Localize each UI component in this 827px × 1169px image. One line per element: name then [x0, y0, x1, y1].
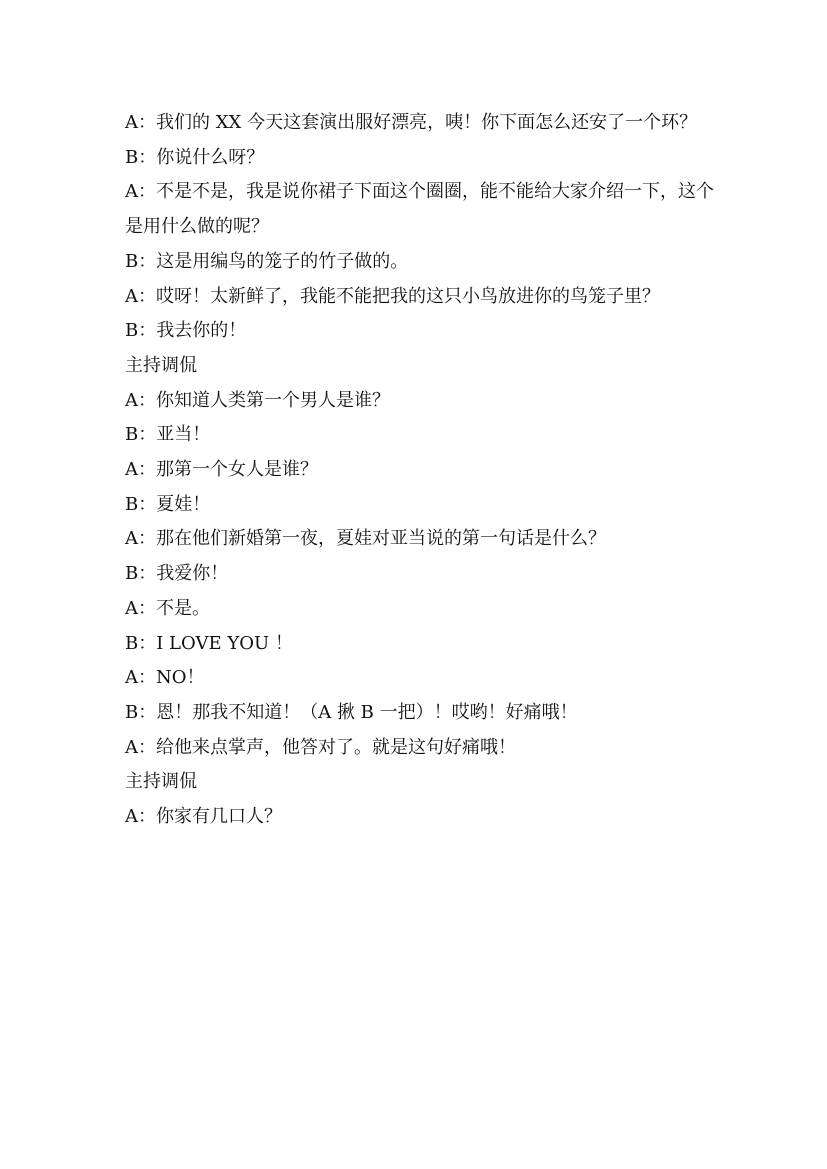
dialogue-line: A：那在他们新婚第一夜，夏娃对亚当说的第一句话是什么？	[125, 528, 606, 550]
section-heading: 主持调侃	[125, 771, 197, 793]
dialogue-line: B：你说什么呀？	[125, 146, 265, 168]
dialogue-line: A：你家有几口人？	[125, 806, 282, 828]
document-body	[125, 106, 715, 835]
dialogue-line: A：NO！	[125, 667, 205, 689]
dialogue-line: B：恩！那我不知道！（A 揪 B 一把）！哎哟！好痛哦！	[125, 701, 578, 723]
dialogue-line: A：不是。	[125, 597, 210, 619]
dialogue-line: B：I LOVE YOU ！	[125, 632, 293, 654]
dialogue-line: A：你知道人类第一个男人是谁？	[125, 389, 390, 411]
dialogue-line: B：我去你的！	[125, 320, 247, 342]
dialogue-line: A：我们的 XX 今天这套演出服好漂亮，咦！你下面怎么还安了一个环？	[125, 112, 698, 133]
dialogue-line: A：给他来点掌声，他答对了。就是这句好痛哦！	[125, 736, 516, 758]
dialogue-line: A：那第一个女人是谁？	[125, 459, 318, 481]
dialogue-line: A：不是不是，我是说你裙子下面这个圈圈，能不能给大家介绍一下，这个是用什么做的呢？	[125, 181, 714, 238]
section-heading: 主持调侃	[125, 354, 197, 376]
dialogue-line: B：我爱你！	[125, 563, 229, 585]
dialogue-line: A：哎呀！太新鲜了，我能不能把我的这只小鸟放进你的鸟笼子里？	[125, 285, 660, 307]
dialogue-line: B：夏娃！	[125, 493, 211, 515]
dialogue-line: B：亚当！	[125, 424, 211, 446]
dialogue-line: B：这是用编鸟的笼子的竹子做的。	[125, 250, 409, 272]
